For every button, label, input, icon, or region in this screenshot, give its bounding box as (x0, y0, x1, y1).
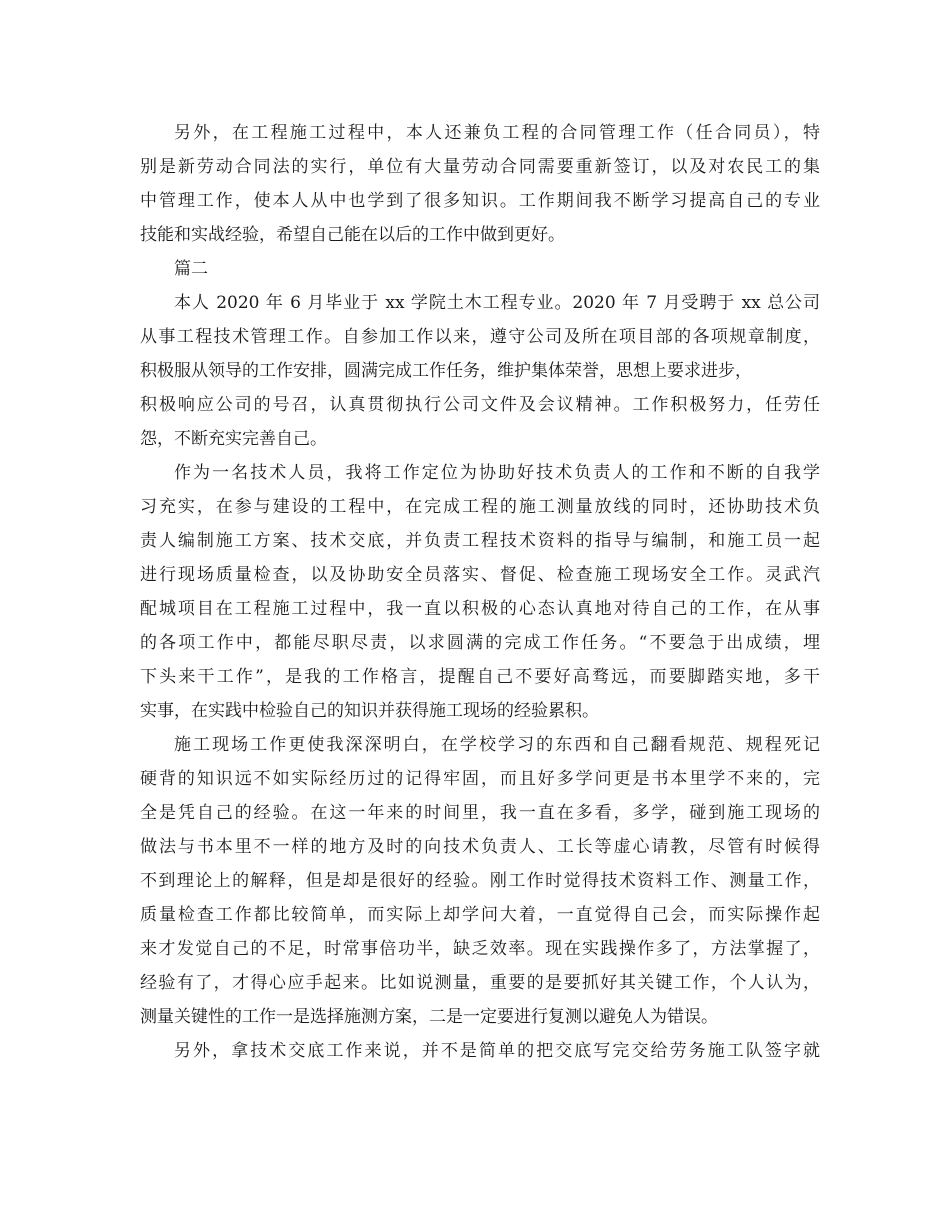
section-heading-text: 篇二 (174, 259, 208, 279)
paragraph-technical-disclosure (140, 1034, 820, 1068)
text-line: 另外，拿技术交底工作来说，并不是简单的把交底写完交给劳务施工队签字就 (174, 1041, 820, 1061)
text-line: 不到理论上的解释，但是却是很好的经验。刚工作时觉得技术资料工作、测量工作， (140, 871, 820, 891)
text-line: 中管理工作，使本人从中也学到了很多知识。工作期间我不断学习提高自己的专业 (140, 191, 820, 211)
text-line: 本人 2020 年 6 月毕业于 xx 学院土木工程专业。2020 年 7 月受聘于 xx 总公司 (174, 293, 820, 313)
text-line: 来才发觉自己的不足，时常事倍功半，缺乏效率。现在实践操作多了，方法掌握了， (140, 939, 820, 959)
text-line: 怨，不断充实完善自己。 (140, 429, 327, 449)
text-line: 积极服从领导的工作安排，圆满完成工作任务，维护集体荣誉，思想上要求进步， (140, 361, 752, 381)
text-line: 硬背的知识远不如实际经历过的记得牢固，而且好多学问更是书本里学不来的，完 (140, 769, 820, 789)
text-line: 实事，在实践中检验自己的知识并获得施工现场的经验累积。 (140, 701, 599, 721)
paragraph-technical-role (140, 456, 820, 728)
text-line: 做法与书本里不一样的地方及时的向技术负责人、工长等虚心请教，尽管有时候得 (140, 837, 820, 857)
text-line: 作为一名技术人员，我将工作定位为协助好技术负责人的工作和不断的自我学 (174, 463, 820, 483)
text-line: 责人编制施工方案、技术交底，并负责工程技术资料的指导与编制，和施工员一起 (140, 531, 820, 551)
paragraph-site-experience (140, 728, 820, 1034)
paragraph-introduction (140, 286, 820, 456)
text-line: 施工现场工作更使我深深明白，在学校学习的东西和自己翻看规范、规程死记 (174, 735, 820, 755)
text-line: 别是新劳动合同法的实行，单位有大量劳动合同需要重新签订，以及对农民工的集 (140, 157, 820, 177)
text-line: 积极响应公司的号召，认真贯彻执行公司文件及会议精神。工作积极努力，任劳任 (140, 395, 820, 415)
text-line: 下头来干工作”，是我的工作格言，提醒自己不要好高骛远，而要脚踏实地，多干 (140, 667, 820, 687)
text-line: 进行现场质量检查，以及协助安全员落实、督促、检查施工现场安全工作。灵武汽 (140, 565, 820, 585)
text-line: 测量关键性的工作一是选择施测方案，二是一定要进行复测以避免人为错误。 (140, 1007, 718, 1027)
text-line: 从事工程技术管理工作。自参加工作以来，遵守公司及所在项目部的各项规章制度， (140, 327, 820, 347)
paragraph-contract-management (140, 116, 820, 252)
text-line: 的各项工作中，都能尽职尽责，以求圆满的完成工作任务。“不要急于出成绩，埋 (140, 633, 820, 653)
text-line: 质量检查工作都比较简单，而实际上却学问大着，一直觉得自己会，而实际操作起 (140, 905, 820, 925)
text-line: 技能和实战经验，希望自己能在以后的工作中做到更好。 (140, 225, 565, 245)
text-line: 另外，在工程施工过程中，本人还兼负工程的合同管理工作（任合同员），特 (174, 123, 820, 143)
section-heading (140, 252, 820, 286)
document-body (140, 116, 820, 1068)
text-line: 经验有了，才得心应手起来。比如说测量，重要的是要抓好其关键工作，个人认为， (140, 973, 820, 993)
text-line: 全是凭自己的经验。在这一年来的时间里，我一直在多看，多学，碰到施工现场的 (140, 803, 820, 823)
text-line: 习充实，在参与建设的工程中，在完成工程的施工测量放线的同时，还协助技术负 (140, 497, 820, 517)
text-line: 配城项目在工程施工过程中，我一直以积极的心态认真地对待自己的工作，在从事 (140, 599, 820, 619)
